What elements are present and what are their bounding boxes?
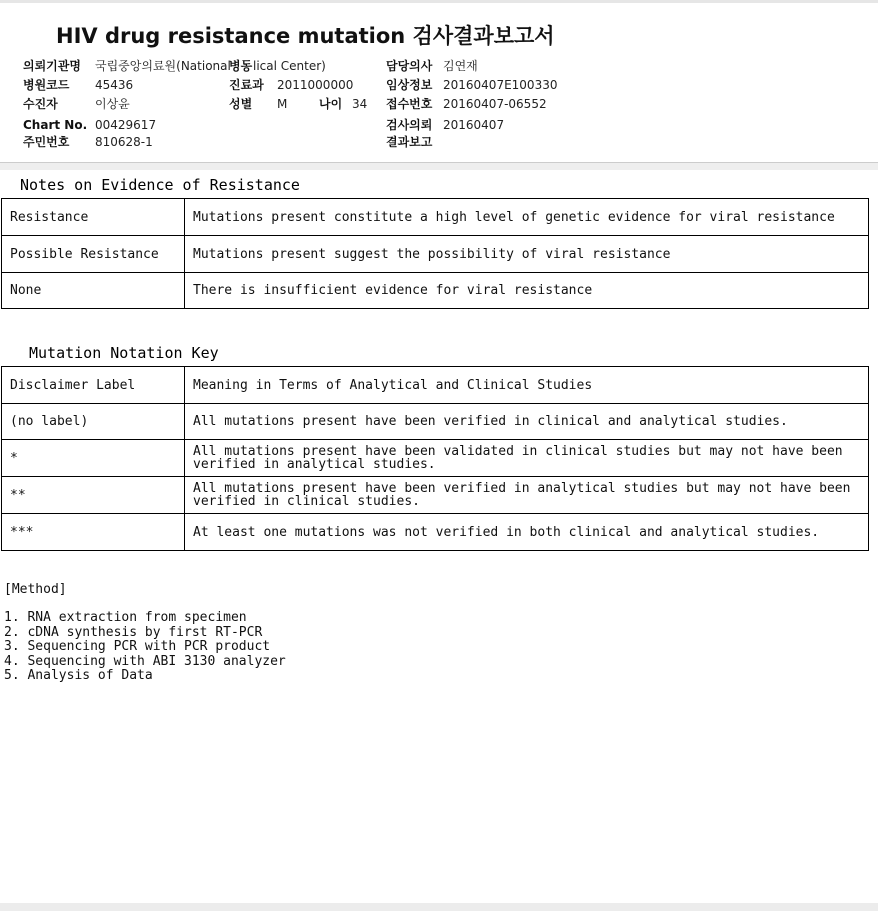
header-separator: [0, 162, 878, 170]
list-item: 3. Sequencing PCR with PCR product: [4, 639, 271, 654]
notation-label-cell: **: [2, 477, 185, 514]
sex-label: 성별: [229, 97, 253, 111]
evidence-label-cell: None: [2, 273, 185, 309]
notation-desc-cell: All mutations present have been validated in clinical studies but may not have been verified in analytical studies.: [185, 440, 869, 477]
table-row: [2, 273, 869, 309]
notation-label-cell: ***: [2, 514, 185, 551]
table-row: [2, 404, 869, 440]
clinical-info-value: 20160407E100330: [443, 78, 558, 92]
receipt-no-label: 접수번호: [386, 97, 433, 111]
doctor-label: 담당의사: [386, 59, 433, 73]
evidence-desc-cell: There is insufficient evidence for viral resistance: [185, 273, 869, 309]
evidence-desc-cell: Mutations present constitute a high level of genetic evidence for viral resistance: [185, 199, 869, 236]
recipient-label: 수진자: [23, 97, 58, 111]
chart-no-label: Chart No.: [23, 118, 88, 132]
notation-desc-cell: All mutations present have been verified in analytical studies but may not have been verified in clinical studies.: [185, 477, 869, 514]
table-row: [2, 236, 869, 273]
clinical-info-label: 임상정보: [386, 78, 433, 92]
notation-desc-cell: At least one mutations was not verified in both clinical and analytical studies.: [185, 514, 869, 551]
ward-label: 병동: [229, 59, 253, 73]
method-title: [Method]: [4, 582, 67, 597]
notation-label-cell: Disclaimer Label: [2, 367, 185, 404]
evidence-label-cell: Resistance: [2, 199, 185, 236]
resident-no-value: 810628-1: [95, 135, 153, 149]
receipt-no-value: 20160407-06552: [443, 97, 547, 111]
hospital-code-label: 병원코드: [23, 78, 70, 92]
notation-desc-cell: All mutations present have been verified in clinical and analytical studies.: [185, 404, 869, 440]
result-report-label: 결과보고: [386, 135, 433, 149]
department-value: 2011000000: [277, 78, 354, 92]
notation-label-cell: *: [2, 440, 185, 477]
recipient-value: 이상윤: [95, 97, 130, 111]
sex-value: M: [277, 97, 288, 111]
list-item: 2. cDNA synthesis by first RT-PCR: [4, 624, 263, 640]
table-row: [2, 514, 869, 551]
evidence-desc-cell: Mutations present suggest the possibility of viral resistance: [185, 236, 869, 273]
table-row: [2, 440, 869, 477]
institution-label: 의뢰기관명: [23, 59, 81, 73]
test-request-label: 검사의뢰: [386, 118, 433, 132]
ward-value: lical Center): [253, 59, 326, 73]
top-border: [0, 0, 878, 3]
age-value: 34: [352, 97, 368, 111]
evidence-section-title: Notes on Evidence of Resistance: [20, 176, 300, 194]
notation-table: [1, 366, 869, 551]
hospital-code-value: 45436: [95, 78, 134, 92]
evidence-table: [1, 198, 869, 309]
institution-value: 국립중앙의료원(National: [95, 59, 231, 73]
doctor-value: 김연재: [443, 59, 478, 73]
notation-desc-cell: Meaning in Terms of Analytical and Clinical Studies: [185, 367, 869, 404]
list-item: 1. RNA extraction from specimen: [4, 610, 247, 625]
chart-no-value: 00429617: [95, 118, 157, 132]
table-row: [2, 477, 869, 514]
list-item: 5. Analysis of Data: [4, 668, 153, 683]
evidence-label-cell: Possible Resistance: [2, 236, 185, 273]
resident-no-label: 주민번호: [23, 135, 70, 149]
list-item: 4. Sequencing with ABI 3130 analyzer: [4, 653, 286, 669]
age-label: 나이: [319, 97, 343, 111]
department-label: 진료과: [229, 78, 264, 92]
test-request-value: 20160407: [443, 118, 505, 132]
notation-label-cell: (no label): [2, 404, 185, 440]
bottom-border: [0, 903, 878, 911]
report-title: HIV drug resistance mutation 검사결과보고서: [56, 24, 555, 48]
notation-section-title: Mutation Notation Key: [29, 344, 219, 362]
table-row: [2, 367, 869, 404]
method-steps: [4, 611, 286, 684]
table-row: [2, 199, 869, 236]
